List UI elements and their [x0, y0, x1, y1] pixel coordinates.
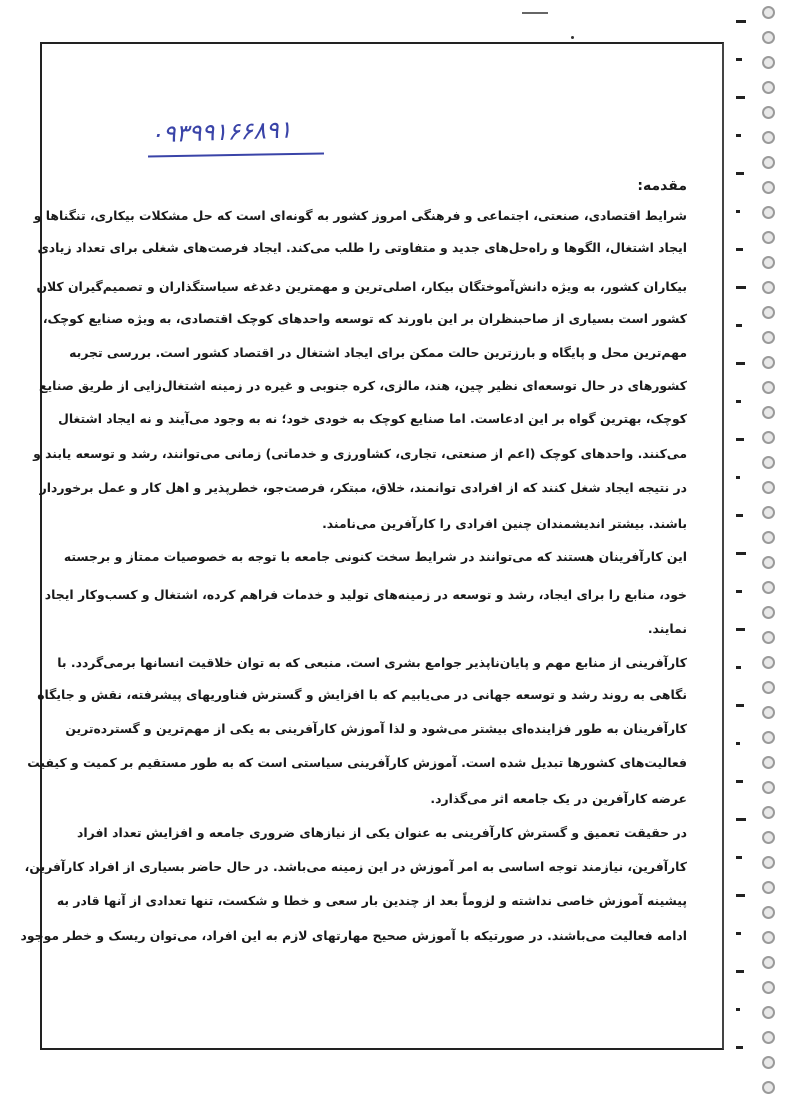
binding-ring	[762, 331, 775, 344]
binding-ring	[762, 656, 775, 669]
spine-mark	[736, 96, 745, 99]
binding-ring	[762, 531, 775, 544]
binding-ring	[762, 256, 775, 269]
spine-mark	[736, 20, 746, 23]
text-line: عرضه کارآفرین در یک جامعه اثر می‌گذارد.	[430, 791, 687, 806]
binding-ring	[762, 956, 775, 969]
binding-ring	[762, 931, 775, 944]
spine-mark	[736, 666, 741, 669]
binding-ring	[762, 306, 775, 319]
binding-ring	[762, 606, 775, 619]
text-line: شرایط اقتصادی، صنعتی، اجتماعی و فرهنگی امروز کشور به گونه‌ای است که حل مشکلات بیکاری، تنگناها و	[33, 208, 687, 223]
binding-ring	[762, 1031, 775, 1044]
handwritten-phone-number: ۰۹۳۹۹۱۶۶۸۹۱	[149, 115, 293, 149]
spine-mark	[736, 704, 744, 707]
binding-ring	[762, 856, 775, 869]
binding-ring	[762, 506, 775, 519]
binding-ring	[762, 356, 775, 369]
binding-ring	[762, 756, 775, 769]
text-line: کشورهای در حال توسعه‌ای نظیر چین، هند، مالزی، کره جنوبی و غیره در زمینه اشتغال‌زایی از طریق صنایع	[39, 378, 687, 393]
spine-mark	[736, 438, 744, 441]
binding-ring	[762, 981, 775, 994]
text-line: بیکاران کشور، به ویژه دانش‌آموختگان بیکار، اصلی‌ترین و مهمترین دغدغه سیاستگذاران و تصمیم‌گیران کلان	[36, 279, 687, 294]
binding-ring	[762, 131, 775, 144]
spine-mark	[736, 552, 746, 555]
binding-ring	[762, 456, 775, 469]
text-line: فعالیت‌های کشورها تبدیل شده است. آموزش کارآفرینی سیاستی است که به طور مستقیم بر کمیت و کیفیت	[27, 755, 687, 770]
text-line: این کارآفرینان هستند که می‌توانند در شرایط سخت کنونی جامعه با توجه به خصوصیات ممتاز و برجسته	[63, 549, 687, 564]
binding-ring	[762, 806, 775, 819]
text-line: کوچک، بهترین گواه بر این ادعاست. اما صنایع کوچک به خودی خود؛ نه به وجود می‌آیند و نه ایجاد اشتغال	[58, 411, 687, 426]
binding-ring	[762, 481, 775, 494]
binding-spine	[730, 0, 756, 1103]
spine-mark	[736, 134, 741, 137]
binding-ring	[762, 831, 775, 844]
text-line: در حقیقت تعمیق و گسترش کارآفرینی به عنوان یکی از نیازهای ضروری جامعه و افزایش تعداد افراد	[77, 825, 687, 840]
binding-ring	[762, 156, 775, 169]
binding-ring	[762, 81, 775, 94]
binding-ring	[762, 906, 775, 919]
scan-dot	[571, 36, 574, 39]
spine-mark	[736, 628, 745, 631]
binding-ring	[762, 56, 775, 69]
text-line: خود، منابع را برای ایجاد، رشد و توسعه در زمینه‌های تولید و خدمات فراهم کرده، اشتغال و کسب‌وکار ایجاد	[44, 587, 687, 602]
section-heading: مقدمه:	[637, 178, 687, 194]
text-line: ادامه فعالیت می‌باشند. در صورتیکه با آموزش صحیح مهارتهای لازم به این افراد، می‌توان ریسک و خطر موجود	[20, 928, 687, 943]
spine-mark	[736, 1008, 740, 1011]
binding-ring	[762, 706, 775, 719]
binding-ring	[762, 281, 775, 294]
spine-mark	[736, 894, 745, 897]
binding-ring	[762, 31, 775, 44]
spine-mark	[736, 58, 742, 61]
spine-mark	[736, 210, 740, 213]
text-line: در نتیجه ایجاد شغل کنند که از افرادی توانمند، خلاق، مبتکر، فرصت‌جو، خطرپذیر و اهل کار و عمل برخوردار	[39, 480, 687, 495]
spine-mark	[736, 172, 744, 175]
binding-ring	[762, 6, 775, 19]
spine-mark	[736, 362, 745, 365]
binding-ring	[762, 781, 775, 794]
spine-mark	[736, 932, 741, 935]
text-line: کشور است بسیاری از صاحبنظران بر این باورند که توسعه واحدهای کوچک اقتصادی، به ویژه صنایع کوچک،	[42, 311, 687, 326]
binding-ring	[762, 381, 775, 394]
binding-ring	[762, 631, 775, 644]
spine-mark	[736, 1046, 743, 1049]
binding-ring	[762, 206, 775, 219]
spine-mark	[736, 818, 746, 821]
text-line: مهم‌ترین محل و پایگاه و بارزترین حالت ممکن برای ایجاد اشتغال در اقتصاد کشور است. بررسی تجربه	[69, 345, 687, 360]
binding-ring	[762, 406, 775, 419]
text-line: ایجاد اشتغال، الگوها و راه‌حل‌های جدید و متفاوتی را طلب می‌کند. ایجاد فرصت‌های شغلی برای تعداد زیادی	[37, 240, 687, 255]
binding-ring	[762, 581, 775, 594]
binding-ring	[762, 1081, 775, 1094]
spine-mark	[736, 248, 743, 251]
spine-mark	[736, 286, 746, 289]
text-line: کارآفرین، نیازمند توجه اساسی به امر آموزش در این زمینه می‌باشد. در حال حاضر بسیاری از افراد کارآفرین،	[24, 859, 687, 874]
binding-ring	[762, 681, 775, 694]
text-line: می‌کنند. واحدهای کوچک (اعم از صنعتی، تجاری، کشاورزی و خدماتی) زمانی می‌توانند، رشد و توسعه یابند و	[33, 446, 687, 461]
text-line: باشند. بیشتر اندیشمندان چنین افرادی را کارآفرین می‌نامند.	[322, 516, 687, 531]
spine-mark	[736, 742, 740, 745]
binding-ring	[762, 231, 775, 244]
binding-ring	[762, 881, 775, 894]
text-line: نگاهی به روند رشد و توسعه جهانی در می‌یابیم که با افزایش و گسترش فناوریهای پیشرفته، نقش و جایگاه	[37, 687, 687, 702]
spine-mark	[736, 476, 740, 479]
scan-mark	[522, 12, 548, 14]
binding-ring	[762, 106, 775, 119]
spine-mark	[736, 400, 741, 403]
text-line: پیشینه آموزش خاصی نداشته و لزوماً بعد از چندین بار سعی و خطا و شکست، تنها تعدادی از آنها قادر به	[56, 893, 687, 908]
text-line: کارآفرینان به طور فزاینده‌ای بیشتر می‌شود و لذا آموزش کارآفرینی به یکی از مهم‌ترین و گسترده‌ترین	[65, 721, 687, 736]
spine-mark	[736, 970, 744, 973]
spine-mark	[736, 324, 742, 327]
binding-ring	[762, 556, 775, 569]
spine-mark	[736, 780, 743, 783]
text-line: نمایند.	[647, 621, 687, 636]
binding-ring	[762, 731, 775, 744]
binding-ring	[762, 1006, 775, 1019]
text-line: کارآفرینی از منابع مهم و پایان‌ناپذیر جوامع بشری است. منبعی که به توان خلاقیت انسانها برمی‌گردد. با	[57, 655, 687, 670]
spine-mark	[736, 514, 743, 517]
binding-ring	[762, 431, 775, 444]
binding-ring	[762, 181, 775, 194]
binding-ring	[762, 1056, 775, 1069]
spine-mark	[736, 856, 742, 859]
spine-mark	[736, 590, 742, 593]
